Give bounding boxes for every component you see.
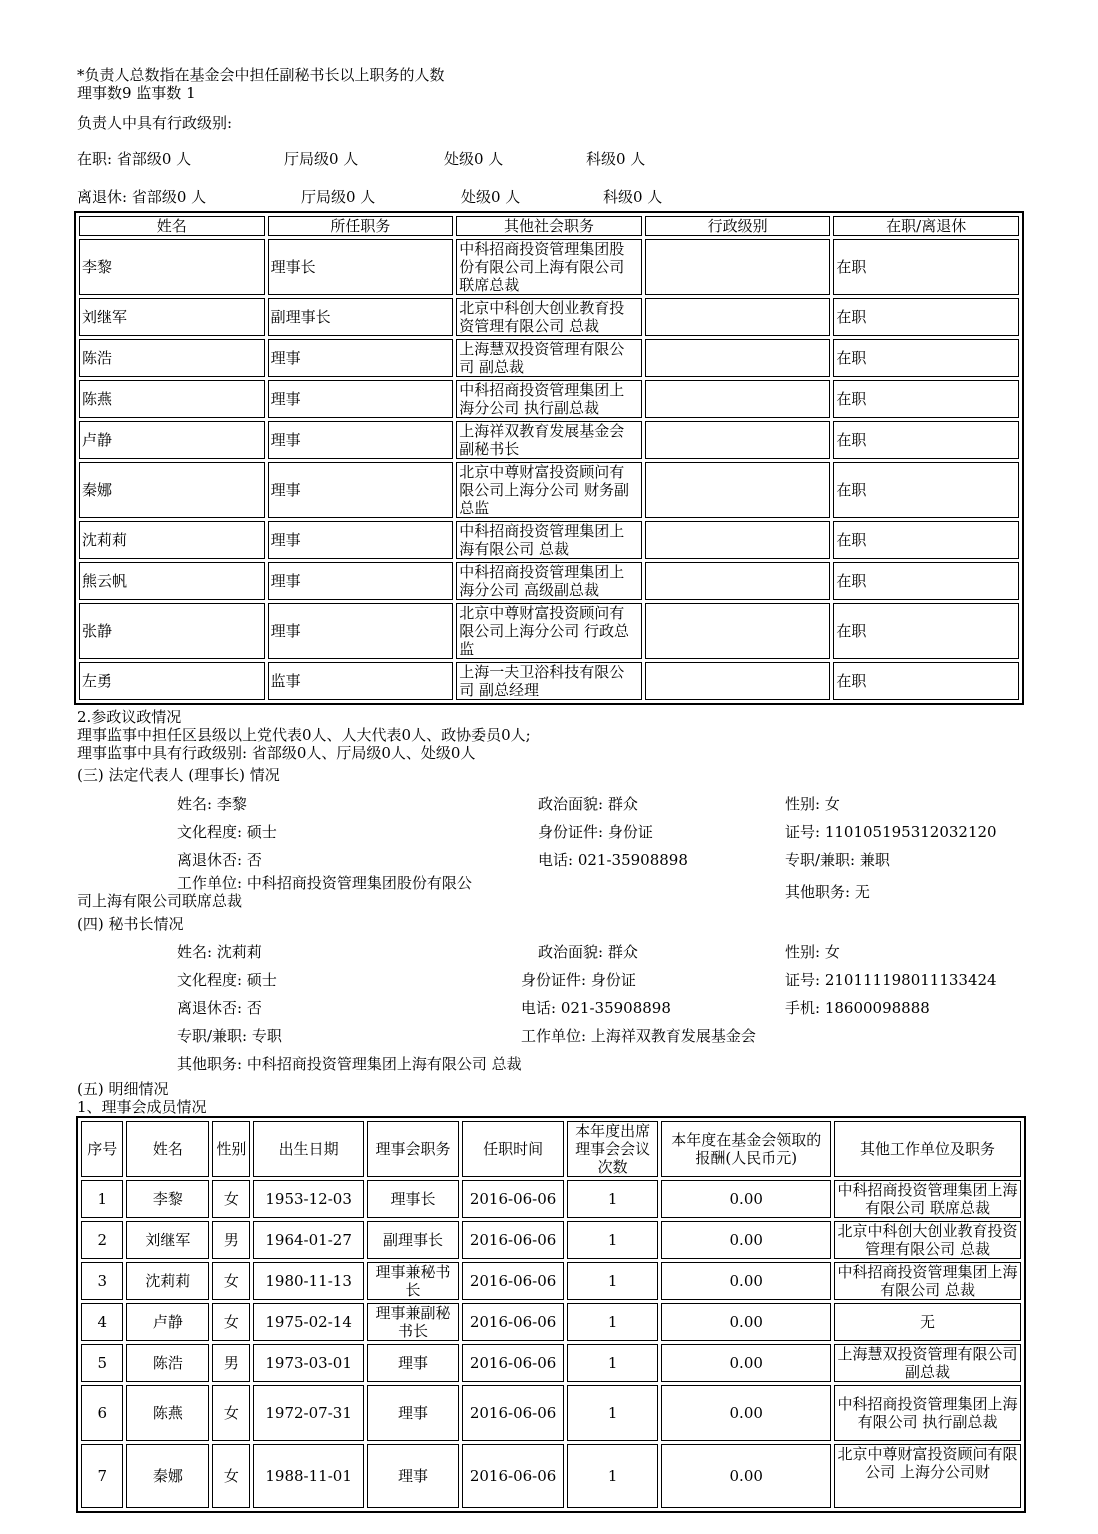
cell-birth: 1964-01-27 [253,1221,363,1259]
cell-admin-level [645,239,831,295]
cell-admin-level [645,380,831,418]
cell-other-duty: 上海一夫卫浴科技有限公司 副总经理 [456,662,642,700]
header-cell: 其他工作单位及职务 [834,1121,1021,1177]
cell-attendance: 1 [567,1180,658,1218]
header-cell: 本年度在基金会领取的报酬(人民币元) [661,1121,831,1177]
cell-position: 理事 [268,603,454,659]
legal-rep-fulltime: 专职/兼职: 兼职 [785,851,890,869]
cell-name: 卢静 [126,1303,209,1341]
table-row [81,1221,1021,1259]
cell-pay: 0.00 [661,1180,831,1218]
cell-term: 2016-06-06 [462,1385,564,1441]
details-subtitle: 1、理事会成员情况 [77,1098,207,1116]
legal-rep-id-no: 证号: 110105195312032120 [785,823,997,841]
cell-attendance: 1 [567,1344,658,1382]
board-table-header [81,1121,1021,1177]
cell-other-duty: 中科招商投资管理集团上海有限公司 总裁 [456,521,642,559]
cell-pay: 0.00 [661,1444,831,1508]
table-row [81,1444,1021,1508]
header-cell: 其他社会职务 [456,216,642,236]
cell-birth: 1953-12-03 [253,1180,363,1218]
cell-board-role: 理事 [367,1344,459,1382]
cell-birth: 1988-11-01 [253,1444,363,1508]
cell-position: 理事 [268,421,454,459]
cell-gender: 女 [212,1262,250,1300]
leaders-table [74,211,1024,705]
cell-birth: 1973-03-01 [253,1344,363,1382]
table-row [81,1385,1021,1441]
cell-other-work: 北京中尊财富投资顾问有限公司 上海分公司财 [834,1444,1021,1508]
cell-name: 陈浩 [126,1344,209,1382]
secretary-id-type: 身份证件: 身份证 [521,971,636,989]
cell-name: 陈燕 [126,1385,209,1441]
cell-admin-level [645,662,831,700]
secretary-gender: 性别: 女 [785,943,840,961]
cell-name: 陈浩 [79,339,265,377]
cell-other-work: 上海慧双投资管理有限公司 副总裁 [834,1344,1021,1382]
cell-board-role: 理事兼副秘书长 [367,1303,459,1341]
cell-board-role: 理事长 [367,1180,459,1218]
legal-rep-work-unit-cont: 司上海有限公司联席总裁 [77,892,243,910]
cell-other-duty: 中科招商投资管理集团上海分公司 执行副总裁 [456,380,642,418]
legal-rep-work-unit: 工作单位: 中科招商投资管理集团股份有限公 [177,874,472,892]
table-row [79,603,1019,659]
zaizhi-provincial: 在职: 省部级0 人 [77,150,192,168]
cell-other-duty: 上海慧双投资管理有限公司 副总裁 [456,339,642,377]
cell-birth: 1980-11-13 [253,1262,363,1300]
cell-index: 1 [81,1180,123,1218]
cell-term: 2016-06-06 [462,1444,564,1508]
section2-title: 2.参政议政情况 [77,708,182,726]
cell-status: 在职 [833,462,1019,518]
table-row [79,662,1019,700]
header-cell: 出生日期 [253,1121,363,1177]
table-row [79,421,1019,459]
cell-other-duty: 上海祥双教育发展基金会副秘书长 [456,421,642,459]
header-cell: 本年度出席理事会会议次数 [567,1121,658,1177]
cell-attendance: 1 [567,1303,658,1341]
cell-name: 卢静 [79,421,265,459]
cell-term: 2016-06-06 [462,1180,564,1218]
note-counts: 理事数9 监事数 1 [77,84,196,102]
legal-rep-phone: 电话: 021-35908898 [538,851,688,869]
cell-name: 张静 [79,603,265,659]
table-row [79,339,1019,377]
cell-gender: 女 [212,1180,250,1218]
header-cell: 在职/离退休 [833,216,1019,236]
cell-board-role: 理事 [367,1444,459,1508]
cell-other-duty: 中科招商投资管理集团股份有限公司上海有限公司联席总裁 [456,239,642,295]
cell-status: 在职 [833,239,1019,295]
table-row [81,1262,1021,1300]
retired-provincial: 离退休: 省部级0 人 [77,188,207,206]
cell-admin-level [645,562,831,600]
secretary-phone: 电话: 021-35908898 [521,999,671,1017]
cell-position: 理事 [268,339,454,377]
cell-term: 2016-06-06 [462,1303,564,1341]
secretary-work-unit: 工作单位: 上海祥双教育发展基金会 [521,1027,756,1045]
cell-name: 陈燕 [79,380,265,418]
cell-attendance: 1 [567,1262,658,1300]
details-title: (五) 明细情况 [77,1080,169,1098]
table-row [81,1180,1021,1218]
zaizhi-bureau: 厅局级0 人 [284,150,359,168]
cell-birth: 1975-02-14 [253,1303,363,1341]
cell-pay: 0.00 [661,1385,831,1441]
retired-division: 处级0 人 [461,188,521,206]
section2-line2: 理事监事中具有行政级别: 省部级0人、厅局级0人、处级0人 [77,744,476,762]
table-row [79,298,1019,336]
cell-position: 理事 [268,521,454,559]
cell-admin-level [645,521,831,559]
cell-admin-level [645,339,831,377]
cell-term: 2016-06-06 [462,1262,564,1300]
secretary-fulltime: 专职/兼职: 专职 [177,1027,282,1045]
table-row [81,1344,1021,1382]
table-row [79,562,1019,600]
cell-position: 监事 [268,662,454,700]
cell-other-work: 北京中科创大创业教育投资管理有限公司 总裁 [834,1221,1021,1259]
cell-attendance: 1 [567,1385,658,1441]
secretary-political: 政治面貌: 群众 [538,943,638,961]
cell-pay: 0.00 [661,1221,831,1259]
table-row [79,462,1019,518]
header-cell: 姓名 [126,1121,209,1177]
cell-position: 副理事长 [268,298,454,336]
cell-gender: 女 [212,1385,250,1441]
cell-other-duty: 中科招商投资管理集团上海分公司 高级副总裁 [456,562,642,600]
cell-gender: 女 [212,1444,250,1508]
cell-status: 在职 [833,421,1019,459]
cell-position: 理事 [268,462,454,518]
cell-gender: 男 [212,1221,250,1259]
cell-status: 在职 [833,562,1019,600]
cell-index: 4 [81,1303,123,1341]
legal-rep-id-type: 身份证件: 身份证 [538,823,653,841]
secretary-title: (四) 秘书长情况 [77,915,184,933]
cell-pay: 0.00 [661,1344,831,1382]
cell-board-role: 理事兼秘书长 [367,1262,459,1300]
cell-status: 在职 [833,339,1019,377]
leaders-table-header [79,216,1019,236]
legal-rep-political: 政治面貌: 群众 [538,795,638,813]
cell-board-role: 副理事长 [367,1221,459,1259]
header-cell: 所任职务 [268,216,454,236]
cell-status: 在职 [833,380,1019,418]
note-total-leaders: *负责人总数指在基金会中担任副秘书长以上职务的人数 [77,66,445,84]
header-cell: 姓名 [79,216,265,236]
cell-admin-level [645,421,831,459]
secretary-education: 文化程度: 硕士 [177,971,277,989]
cell-attendance: 1 [567,1221,658,1259]
cell-name: 熊云帆 [79,562,265,600]
cell-index: 2 [81,1221,123,1259]
legal-rep-gender: 性别: 女 [785,795,840,813]
secretary-name: 姓名: 沈莉莉 [177,943,262,961]
table-row [81,1303,1021,1341]
cell-name: 李黎 [79,239,265,295]
header-cell: 理事会职务 [367,1121,459,1177]
cell-other-duty: 北京中科创大创业教育投资管理有限公司 总裁 [456,298,642,336]
cell-index: 3 [81,1262,123,1300]
header-cell: 行政级别 [645,216,831,236]
cell-other-duty: 北京中尊财富投资顾问有限公司上海分公司 财务副总监 [456,462,642,518]
secretary-id-no: 证号: 210111198011133424 [785,971,997,989]
retired-bureau: 厅局级0 人 [301,188,376,206]
header-cell: 任职时间 [462,1121,564,1177]
cell-name: 沈莉莉 [126,1262,209,1300]
table-row [79,380,1019,418]
cell-gender: 女 [212,1303,250,1341]
cell-term: 2016-06-06 [462,1344,564,1382]
table-row [79,239,1019,295]
cell-name: 刘继军 [79,298,265,336]
cell-other-work: 中科招商投资管理集团上海有限公司 联席总裁 [834,1180,1021,1218]
cell-board-role: 理事 [367,1385,459,1441]
cell-position: 理事 [268,380,454,418]
cell-index: 7 [81,1444,123,1508]
cell-position: 理事长 [268,239,454,295]
secretary-retired: 离退休否: 否 [177,999,262,1017]
cell-status: 在职 [833,521,1019,559]
zaizhi-section: 科级0 人 [586,150,646,168]
cell-pay: 0.00 [661,1262,831,1300]
cell-name: 李黎 [126,1180,209,1218]
cell-index: 5 [81,1344,123,1382]
section2-line1: 理事监事中担任区县级以上党代表0人、人大代表0人、政协委员0人; [77,726,531,744]
secretary-other-duty: 其他职务: 中科招商投资管理集团上海有限公司 总裁 [177,1055,522,1073]
cell-name: 刘继军 [126,1221,209,1259]
cell-status: 在职 [833,298,1019,336]
legal-rep-other-duty: 其他职务: 无 [785,883,870,901]
legal-rep-title: (三) 法定代表人 (理事长) 情况 [77,766,280,784]
note-admin-level: 负责人中具有行政级别: [77,114,233,132]
cell-gender: 男 [212,1344,250,1382]
cell-other-work: 无 [834,1303,1021,1341]
cell-admin-level [645,298,831,336]
zaizhi-division: 处级0 人 [444,150,504,168]
cell-admin-level [645,462,831,518]
cell-attendance: 1 [567,1444,658,1508]
legal-rep-name: 姓名: 李黎 [177,795,247,813]
cell-admin-level [645,603,831,659]
header-cell: 序号 [81,1121,123,1177]
cell-name: 沈莉莉 [79,521,265,559]
cell-other-duty: 北京中尊财富投资顾问有限公司上海分公司 行政总监 [456,603,642,659]
cell-name: 左勇 [79,662,265,700]
cell-pay: 0.00 [661,1303,831,1341]
cell-index: 6 [81,1385,123,1441]
cell-name: 秦娜 [126,1444,209,1508]
cell-name: 秦娜 [79,462,265,518]
retired-section: 科级0 人 [603,188,663,206]
cell-position: 理事 [268,562,454,600]
cell-other-work: 中科招商投资管理集团上海有限公司 总裁 [834,1262,1021,1300]
board-table [76,1116,1026,1513]
secretary-mobile: 手机: 18600098888 [785,999,930,1017]
legal-rep-education: 文化程度: 硕士 [177,823,277,841]
cell-birth: 1972-07-31 [253,1385,363,1441]
cell-other-work: 中科招商投资管理集团上海有限公司 执行副总裁 [834,1385,1021,1441]
cell-status: 在职 [833,603,1019,659]
cell-term: 2016-06-06 [462,1221,564,1259]
table-row [79,521,1019,559]
cell-status: 在职 [833,662,1019,700]
legal-rep-retired: 离退休否: 否 [177,851,262,869]
header-cell: 性别 [212,1121,250,1177]
